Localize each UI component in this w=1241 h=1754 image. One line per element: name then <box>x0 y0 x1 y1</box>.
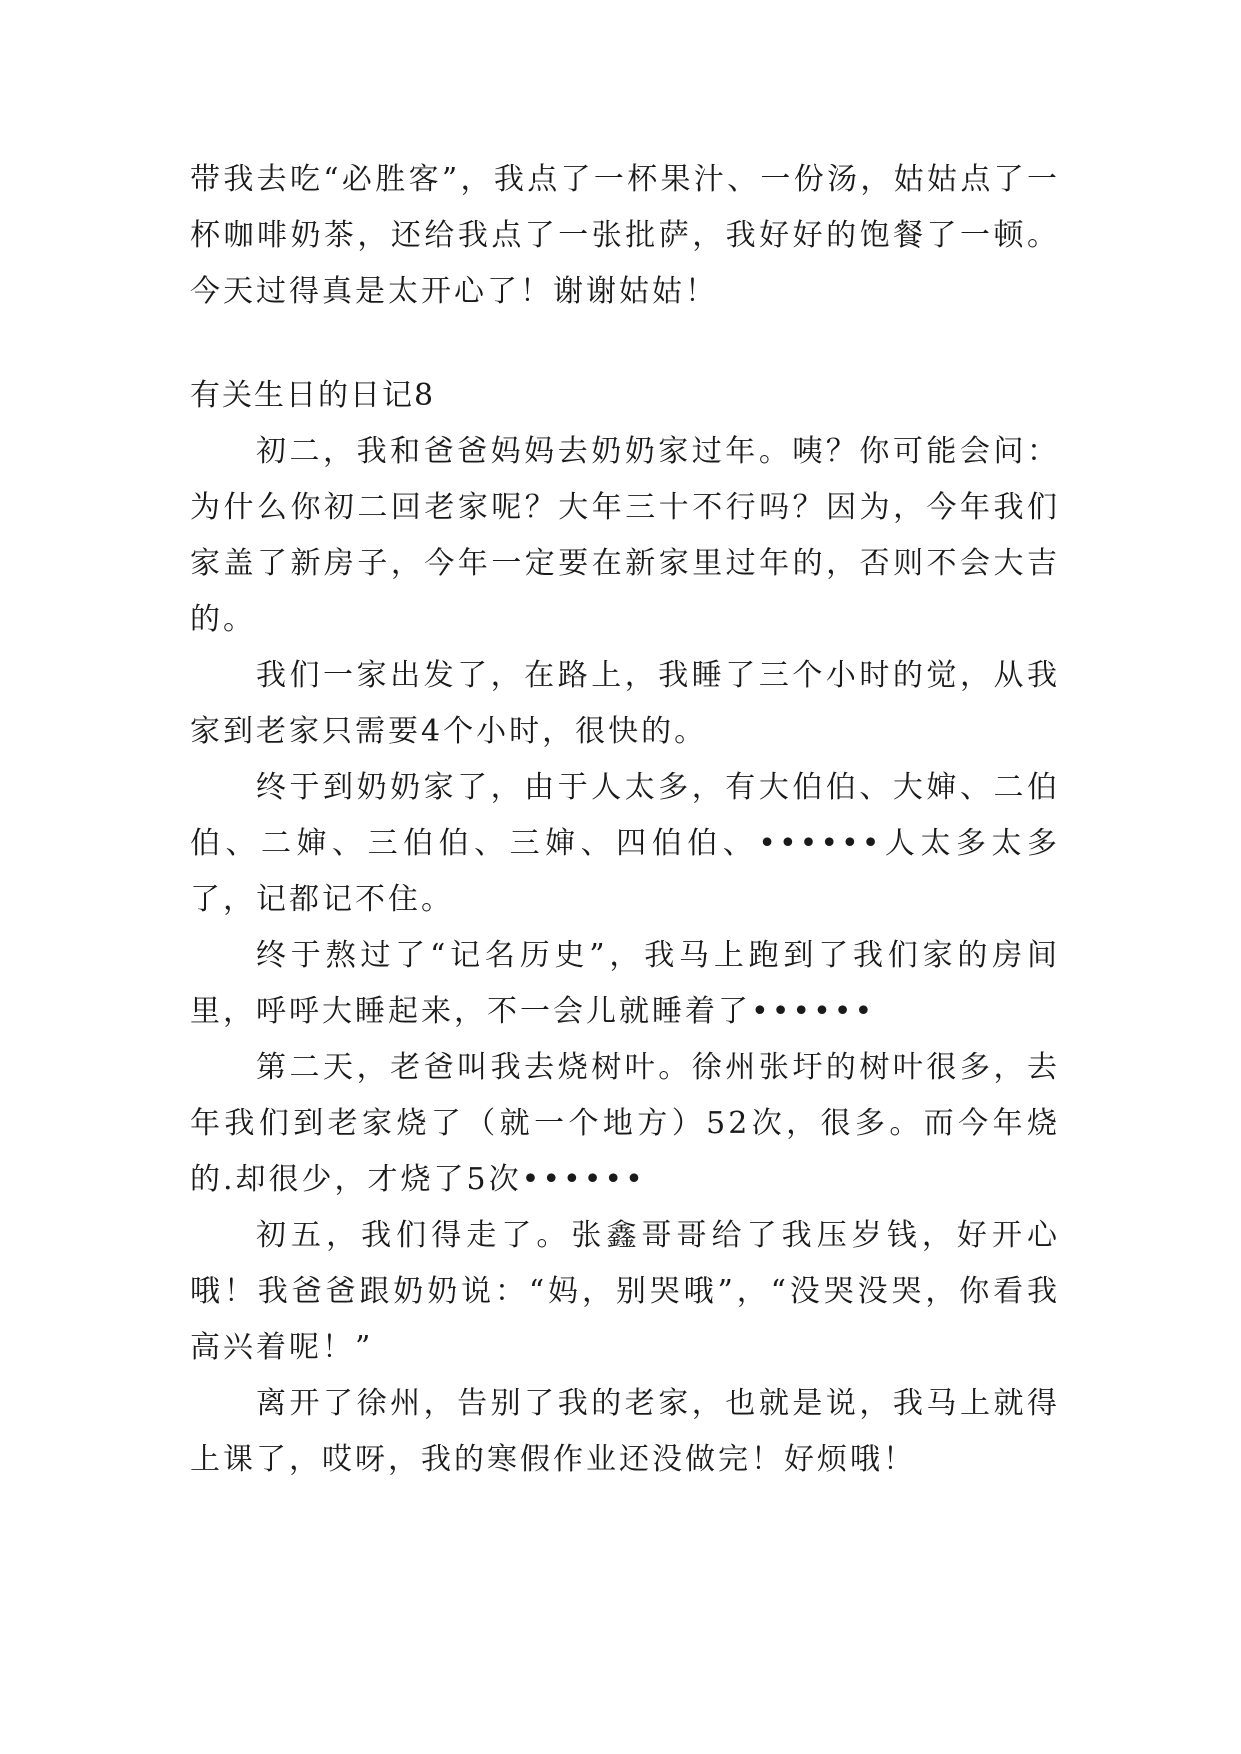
paragraph-6: 初五，我们得走了。张鑫哥哥给了我压岁钱，好开心哦！我爸爸跟奶奶说：“妈，别哭哦”，“没哭没哭，你看我高兴着呢！” <box>190 1218 1060 1365</box>
paragraph-4: 终于熬过了“记名历史”，我马上跑到了我们家的房间里，呼呼大睡起来，不一会儿就睡着了•••••• <box>190 938 1060 1029</box>
document-body <box>190 152 1060 1488</box>
intro-paragraph: 带我去吃“必胜客”，我点了一杯果汁、一份汤，姑姑点了一杯咖啡奶茶，还给我点了一张批萨，我好好的饱餐了一顿。今天过得真是太开心了！谢谢姑姑！ <box>190 162 1060 309</box>
paragraph-1: 初二，我和爸爸妈妈去奶奶家过年。咦？你可能会问：为什么你初二回老家呢？大年三十不行吗？因为，今年我们家盖了新房子，今年一定要在新家里过年的，否则不会大吉的。 <box>190 434 1060 637</box>
section-title: 有关生日的日记8 <box>190 378 436 413</box>
paragraph-7: 离开了徐州，告别了我的老家，也就是说，我马上就得上课了，哎呀，我的寒假作业还没做完！好烦哦！ <box>190 1386 1060 1477</box>
section-spacer <box>190 320 1060 368</box>
paragraph-2: 我们一家出发了，在路上，我睡了三个小时的觉，从我家到老家只需要4个小时，很快的。 <box>190 658 1060 749</box>
paragraph-3: 终于到奶奶家了，由于人太多，有大伯伯、大婶、二伯伯、二婶、三伯伯、三婶、四伯伯、••••••人太多太多了，记都记不住。 <box>190 770 1060 917</box>
paragraph-5: 第二天，老爸叫我去烧树叶。徐州张圩的树叶很多，去年我们到老家烧了（就一个地方）52次，很多。而今年烧的.却很少，才烧了5次•••••• <box>190 1050 1060 1197</box>
